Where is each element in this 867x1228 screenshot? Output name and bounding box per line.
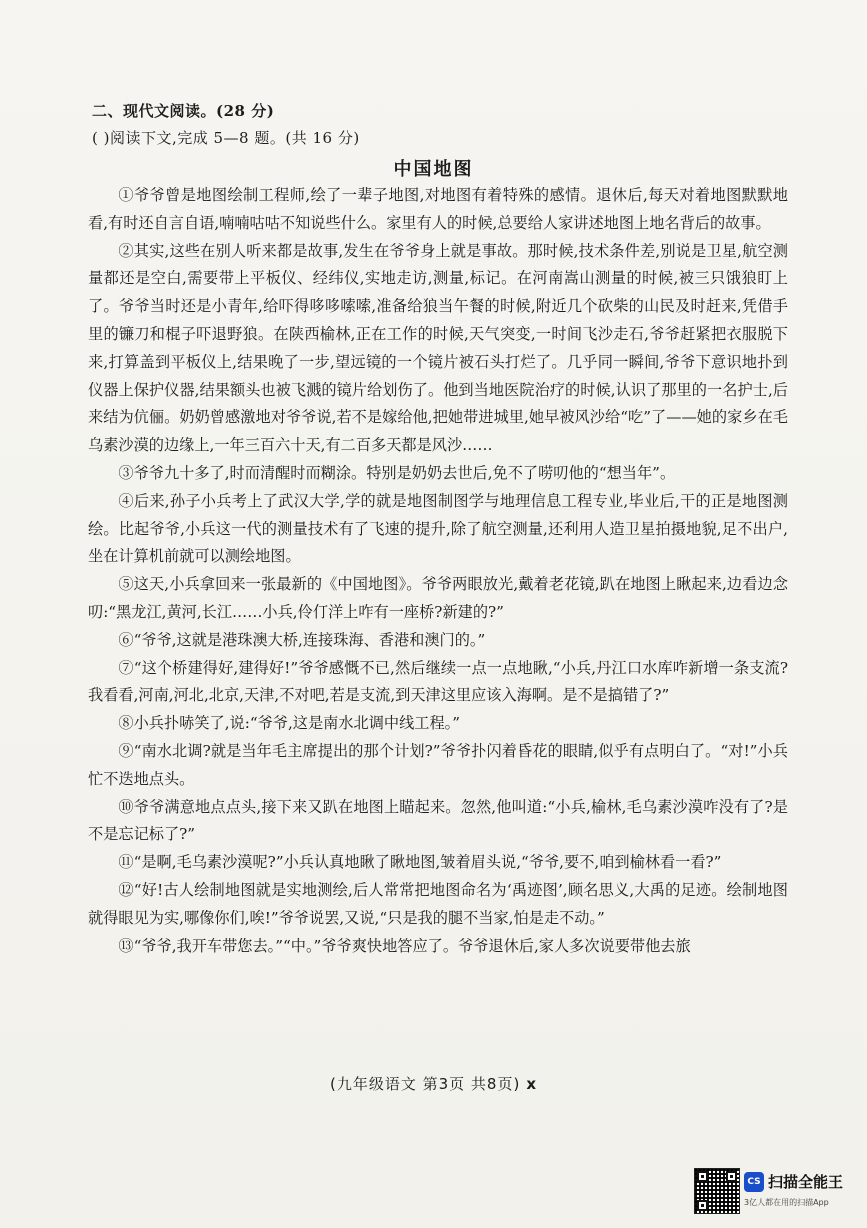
paragraph-1: ①爷爷曾是地图绘制工程师,绘了一辈子地图,对地图有着特殊的感情。退休后,每天对着地图默默地看,有时还自言自语,喃喃咕咕不知说些什么。家里有人的时候,总要给人家讲述地图上地名背后的故事。 bbox=[88, 186, 788, 232]
paragraph-5: ⑤这天,小兵拿回来一张最新的《中国地图》。爷爷两眼放光,戴着老花镜,趴在地图上瞅起来,边看边念叨:“黑龙江,黄河,长江……小兵,伶仃洋上咋有一座桥?新建的?” bbox=[88, 575, 788, 621]
brand-name: 扫描全能王 bbox=[768, 1173, 844, 1191]
camscanner-logo-icon: CS bbox=[744, 1172, 764, 1192]
paragraph-6: ⑥“爷爷,这就是港珠澳大桥,连接珠海、香港和澳门的。” bbox=[118, 630, 486, 649]
paragraph-10: ⑩爷爷满意地点点头,接下来又趴在地图上瞄起来。忽然,他叫道:“小兵,榆林,毛乌素沙漠咋没有了?是不是忘记标了?” bbox=[88, 797, 788, 844]
question-instruction: ( )阅读下文,完成 5—8 题。(共 16 分) bbox=[92, 129, 360, 147]
paragraph-2: ②其实,这些在别人听来都是故事,发生在爷爷身上就是事故。那时候,技术条件差,别说是卫星,航空测量都还是空白,需要带上平板仪、经纬仪,实地走访,测量,标记。在河南嵩山测量的时候,被三只饿狼盯上了。爷爷当时还是小青年,给吓得哆哆嗦嗦,准备给狼当午餐的时候,附近几个砍柴的山民及时赶来,凭借手里的镰刀和棍子吓退野狼。在陕西榆林,正在工作的时候,天气突变,一时间飞沙走石,爷爷赶紧把衣服脱下来,打算盖到平板仪上,结果晚了一步,望远镜的一个镜片被石头打烂了。几乎同一瞬间,爷爷下意识地扑到仪器上保护仪器,结果额头也被飞溅的镜片给划伤了。他到当地医院治疗的时候,认识了那里的一名护士,后来结为伉俪。奶奶曾感激地对爷爷说,若不是嫁给他,把她带进城里,她早被风沙给“吃”了——她的家乡在毛乌素沙漠的边缘上,一年三百六十天,有二百多天都是风沙…… bbox=[88, 241, 788, 455]
article-body bbox=[88, 182, 788, 960]
article-title: 中国地图 bbox=[393, 159, 474, 180]
paragraph-7: ⑦“这个桥建得好,建得好!”爷爷感慨不已,然后继续一点一点地瞅,“小兵,丹江口水库咋新增一条支流?我看看,河南,河北,北京,天津,不对吧,若是支流,到天津这里应该入海啊。是不是搞错了?” bbox=[88, 658, 788, 705]
paragraph-4: ④后来,孙子小兵考上了武汉大学,学的就是地图制图学与地理信息工程专业,毕业后,干的正是地图测绘。比起爷爷,小兵这一代的测量技术有了飞速的提升,除了航空测量,还利用人造卫星拍摄地貌,足不出户,坐在计算机前就可以测绘地图。 bbox=[88, 491, 788, 566]
qr-code-icon bbox=[694, 1168, 740, 1214]
paragraph-3: ③爷爷九十多了,时而清醒时而糊涂。特别是奶奶去世后,免不了唠叨他的“想当年”。 bbox=[118, 463, 676, 482]
paragraph-13: ⑬“爷爷,我开车带您去。”“中。”爷爷爽快地答应了。爷爷退休后,家人多次说要带他去旅 bbox=[118, 936, 691, 955]
footer-mark: x bbox=[526, 1075, 537, 1093]
paragraph-11: ⑪“是啊,毛乌素沙漠呢?”小兵认真地瞅了瞅地图,皱着眉头说,“爷爷,要不,咱到榆林看一看?” bbox=[118, 853, 722, 872]
paragraph-12: ⑫“好!古人绘制地图就是实地测绘,后人常常把地图命名为‘禹迹图’,顾名思义,大禹的足迹。绘制地图就得眼见为实,哪像你们,唉!”爷爷说罢,又说,“只是我的腿不当家,怕是走不动。” bbox=[88, 880, 788, 927]
scanner-watermark bbox=[694, 1166, 854, 1216]
paragraph-9: ⑨“南水北调?就是当年毛主席提出的那个计划?”爷爷扑闪着昏花的眼睛,似乎有点明白了。“对!”小兵忙不迭地点头。 bbox=[88, 741, 788, 788]
brand-tagline: 3亿人都在用的扫描App bbox=[744, 1198, 829, 1207]
paragraph-8: ⑧小兵扑哧笑了,说:“爷爷,这是南水北调中线工程。” bbox=[118, 714, 461, 733]
page-footer bbox=[0, 1073, 867, 1094]
page-number-info: (九年级语文 第3页 共8页) bbox=[329, 1075, 521, 1093]
section-heading: 二、现代文阅读。(28 分) bbox=[92, 102, 275, 120]
